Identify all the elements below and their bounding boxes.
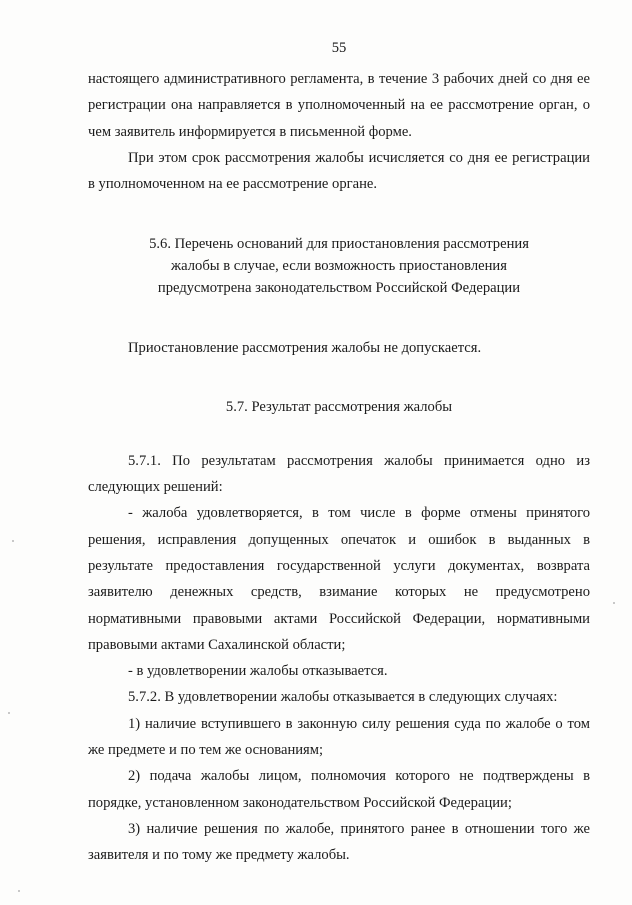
paragraph-5-7-2-item-2: 2) подача жалобы лицом, полномочия которого не подтверждены в порядке, установленном законодательством Российской Федерации; <box>88 768 590 811</box>
section-heading-5-6-line-2: жалобы в случае, если возможность приостановления <box>171 258 507 275</box>
section-heading-5-6-line-3: предусмотрена законодательством Российской Федерации <box>157 280 521 297</box>
paragraph-5-7-2-item-3: 3) наличие решения по жалобе, принятого ранее в отношении того же заявителя и по тому же предмету жалобы. <box>88 820 590 864</box>
paragraph-suspension: Приостановление рассмотрения жалобы не допускается. <box>128 340 482 357</box>
section-heading-5-7: 5.7. Результат рассмотрения жалобы <box>225 398 453 415</box>
scan-speck <box>613 602 615 604</box>
section-heading-5-6 <box>88 233 590 299</box>
paragraph-review-term: При этом срок рассмотрения жалобы исчисляется со дня ее регистрации в уполномоченном на ее рассмотрение органе. <box>88 149 590 193</box>
page-number: 55 <box>331 40 347 56</box>
paragraph-5-7-1-satisfied: - жалоба удовлетворяется, в том числе в форме отмены принятого решения, исправления допущенных опечаток и ошибок в выданных в результате предоставления государственной услуги документах, возврата заявителю денежных средств, взимание которых не предусмотрено нормативными правовыми актами Российской Федерации, нормативными правовыми актами Сахалинской области; <box>88 505 590 653</box>
paragraph-registration: настоящего административного регламента, в течение 3 рабочих дней со дня ее регистрации она направляется в уполномоченный на ее рассмотрение орган, о чем заявитель информируется в письменной форме. <box>88 71 590 140</box>
scan-speck <box>18 890 20 892</box>
section-heading-5-6-line-1: 5.6. Перечень оснований для приостановления рассмотрения <box>149 236 529 253</box>
paragraph-5-7-1-refused: - в удовлетворении жалобы отказывается. <box>128 663 388 680</box>
paragraph-5-7-2: 5.7.2. В удовлетворении жалобы отказывается в следующих случаях: <box>128 689 558 706</box>
scan-speck <box>8 712 10 714</box>
paragraph-5-7-1: 5.7.1. По результатам рассмотрения жалобы принимается одно из следующих решений: <box>88 452 590 496</box>
scan-speck <box>12 540 14 542</box>
paragraph-5-7-2-item-1: 1) наличие вступившего в законную силу решения суда по жалобе о том же предмете и по тем же основаниям; <box>88 715 590 759</box>
